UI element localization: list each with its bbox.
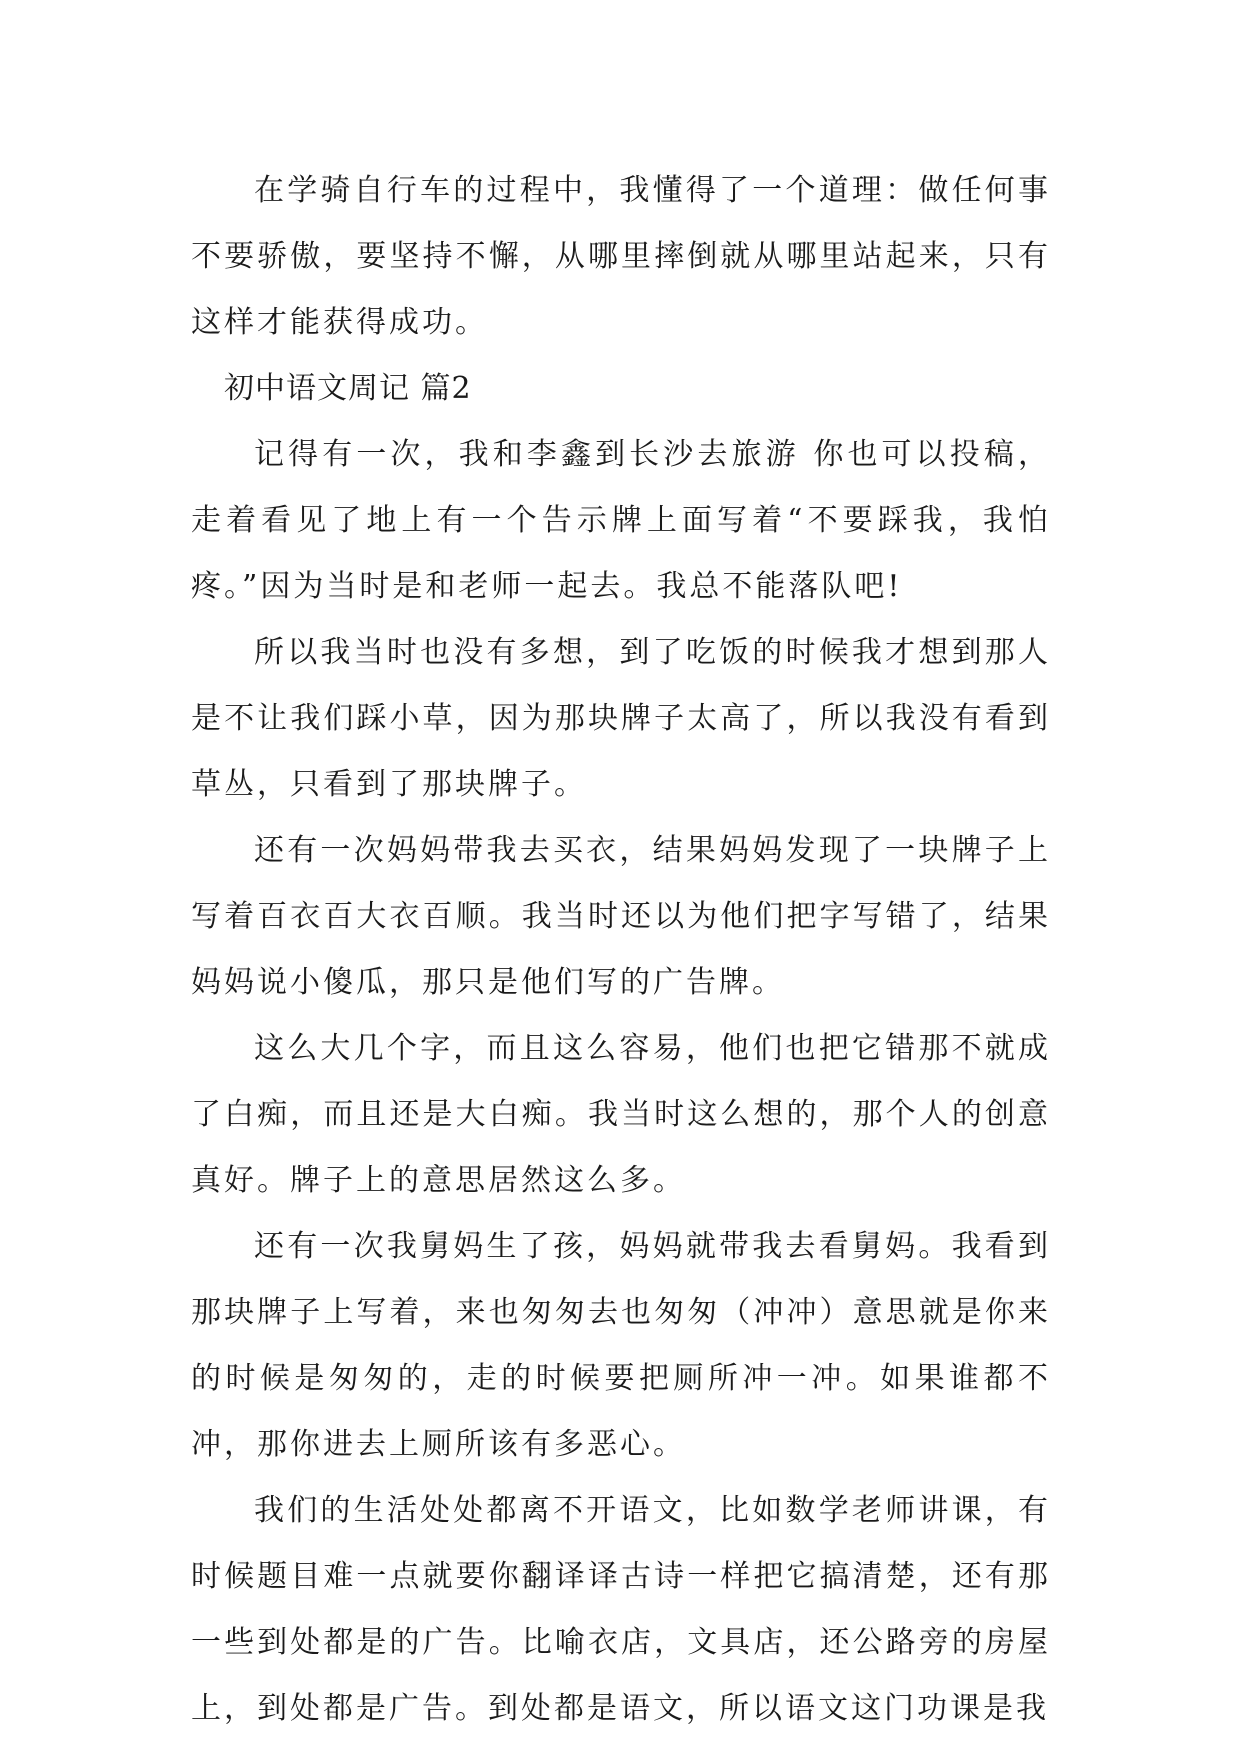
paragraph-4: 还有一次妈妈带我去买衣，结果妈妈发现了一块牌子上写着百衣百大衣百顺。我当时还以为他们把字写错了，结果妈妈说小傻瓜，那只是他们写的广告牌。	[191, 833, 1051, 1000]
paragraph-5: 这么大几个字，而且这么容易，他们也把它错那不就成了白痴，而且还是大白痴。我当时这么想的，那个人的创意真好。牌子上的意思居然这么多。	[191, 1031, 1051, 1198]
paragraph-7: 我们的生活处处都离不开语文，比如数学老师讲课，有时候题目难一点就要你翻译译古诗一样把它搞清楚，还有那一些到处都是的广告。比喻衣店，文具店，还公路旁的房屋上，到处都是广告。到处都是语文，所以语文这门功课是我	[191, 1493, 1051, 1726]
section-heading: 初中语文周记 篇2	[224, 371, 472, 406]
paragraph-3: 所以我当时也没有多想，到了吃饭的时候我才想到那人是不让我们踩小草，因为那块牌子太高了，所以我没有看到草丛，只看到了那块牌子。	[191, 635, 1051, 802]
paragraph-6: 还有一次我舅妈生了孩，妈妈就带我去看舅妈。我看到那块牌子上写着，来也匆匆去也匆匆（冲冲）意思就是你来的时候是匆匆的，走的时候要把厕所冲一冲。如果谁都不冲，那你进去上厕所该有多恶心。	[191, 1229, 1051, 1462]
document-body	[191, 158, 1051, 1742]
paragraph-2: 记得有一次，我和李鑫到长沙去旅游 你也可以投稿，走着看见了地上有一个告示牌上面写着“不要踩我，我怕疼。”因为当时是和老师一起去。我总不能落队吧!	[191, 437, 1051, 604]
paragraph-1: 在学骑自行车的过程中，我懂得了一个道理：做任何事不要骄傲，要坚持不懈，从哪里摔倒就从哪里站起来，只有这样才能获得成功。	[191, 173, 1051, 340]
